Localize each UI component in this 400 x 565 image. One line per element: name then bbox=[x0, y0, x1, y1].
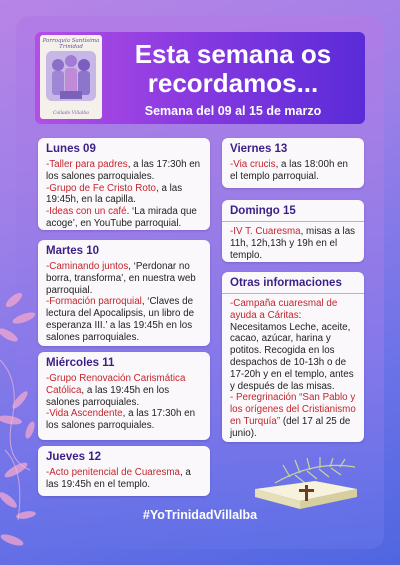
day-card-lunes bbox=[38, 138, 210, 230]
day-heading: Viernes 13 bbox=[230, 143, 288, 155]
hashtag: #YoTrinidadVillalba bbox=[142, 508, 258, 522]
page-subtitle: Semana del 09 al 15 de marzo bbox=[144, 104, 322, 118]
event-name: -Taller para padres bbox=[46, 159, 128, 170]
day-card-viernes bbox=[222, 138, 364, 188]
info-item bbox=[230, 392, 356, 439]
day-card-miercoles bbox=[38, 352, 210, 440]
event-name: -Formación parroquial bbox=[46, 296, 142, 308]
event-name: -IV T. Cuaresma bbox=[230, 226, 301, 237]
event-item bbox=[46, 408, 202, 432]
event-item bbox=[46, 206, 202, 230]
event-name: -Acto penitencial de Cuaresma bbox=[46, 467, 180, 478]
parish-logo bbox=[40, 35, 102, 119]
event-item bbox=[46, 296, 202, 343]
event-detail: , a las 17:30h en los salones parroquiales. bbox=[46, 159, 201, 182]
logo-text: Parroquia Santísima Trinidad bbox=[42, 38, 100, 50]
event-detail: , a las 19:45h, en la capilla. bbox=[46, 182, 183, 206]
divider bbox=[222, 293, 364, 294]
divider bbox=[222, 221, 364, 222]
event-detail: , a las 17:30h en los salones parroquiales. bbox=[46, 408, 196, 432]
day-heading: Jueves 12 bbox=[46, 451, 101, 463]
logo-footer-text: Collado Villalba bbox=[53, 111, 89, 116]
info-name: - Peregrinación “San Pablo y los orígenes del Cristianismo en Turquía” bbox=[230, 392, 356, 427]
day-card-jueves bbox=[38, 446, 210, 496]
event-item bbox=[230, 226, 356, 261]
day-heading: Miércoles 11 bbox=[46, 357, 115, 369]
info-name: -Campaña cuaresmal de ayuda a Cáritas bbox=[230, 298, 338, 321]
event-item bbox=[46, 159, 202, 183]
event-detail: , a las 19:45h en el templo. bbox=[46, 467, 191, 490]
other-info-card bbox=[222, 272, 364, 442]
info-item bbox=[230, 298, 356, 392]
event-name: -Grupo de Fe Cristo Roto bbox=[46, 182, 156, 194]
day-card-domingo bbox=[222, 200, 364, 262]
event-name: -Via crucis bbox=[230, 159, 276, 170]
event-item bbox=[46, 183, 202, 207]
event-item bbox=[230, 159, 356, 183]
event-name: -Grupo Renovación Carismática Católica bbox=[46, 373, 186, 396]
event-item bbox=[46, 261, 202, 296]
event-detail: , a las 19:45h en los salones parroquiales. bbox=[46, 384, 170, 408]
event-name: -Caminando juntos bbox=[46, 261, 129, 272]
event-detail: . ‘La mirada que acoge’, en YouTube parroquial. bbox=[46, 206, 197, 229]
day-card-martes bbox=[38, 240, 210, 346]
event-detail: , misas a las 11h, 12h,13h y 19h en el templo. bbox=[230, 226, 356, 261]
event-name: -Vida Ascendente bbox=[46, 408, 123, 420]
event-detail: , ‘Perdonar no borra, transforma’, en nuestra web parroquial. bbox=[46, 261, 196, 296]
page-title: Esta semana os recordamos... bbox=[134, 39, 332, 98]
event-detail: , a las 18:00h en el templo parroquial. bbox=[230, 159, 349, 182]
day-heading: Lunes 09 bbox=[46, 143, 96, 155]
bible-palm-icon bbox=[245, 455, 365, 515]
event-item bbox=[46, 467, 202, 491]
event-detail: , ‘Claves de lectura del Apocalipsis, un libro de esperanza III.’ a las 19:45h en los salones parroquiales. bbox=[46, 296, 195, 343]
event-item bbox=[46, 373, 202, 408]
info-detail: (del 17 al 25 de junio). bbox=[230, 415, 351, 439]
day-heading: Domingo 15 bbox=[230, 205, 296, 217]
info-detail: : Necesitamos Leche, aceite, cacao, azúcar, harina y potitos. Recogida en los despachos de 10-13h o de 17-20h y en el templo, antes y después de las misas. bbox=[230, 309, 354, 392]
other-info-heading: Otras informaciones bbox=[230, 277, 342, 289]
day-heading: Martes 10 bbox=[46, 245, 100, 257]
event-name: -Ideas con un café bbox=[46, 206, 127, 218]
